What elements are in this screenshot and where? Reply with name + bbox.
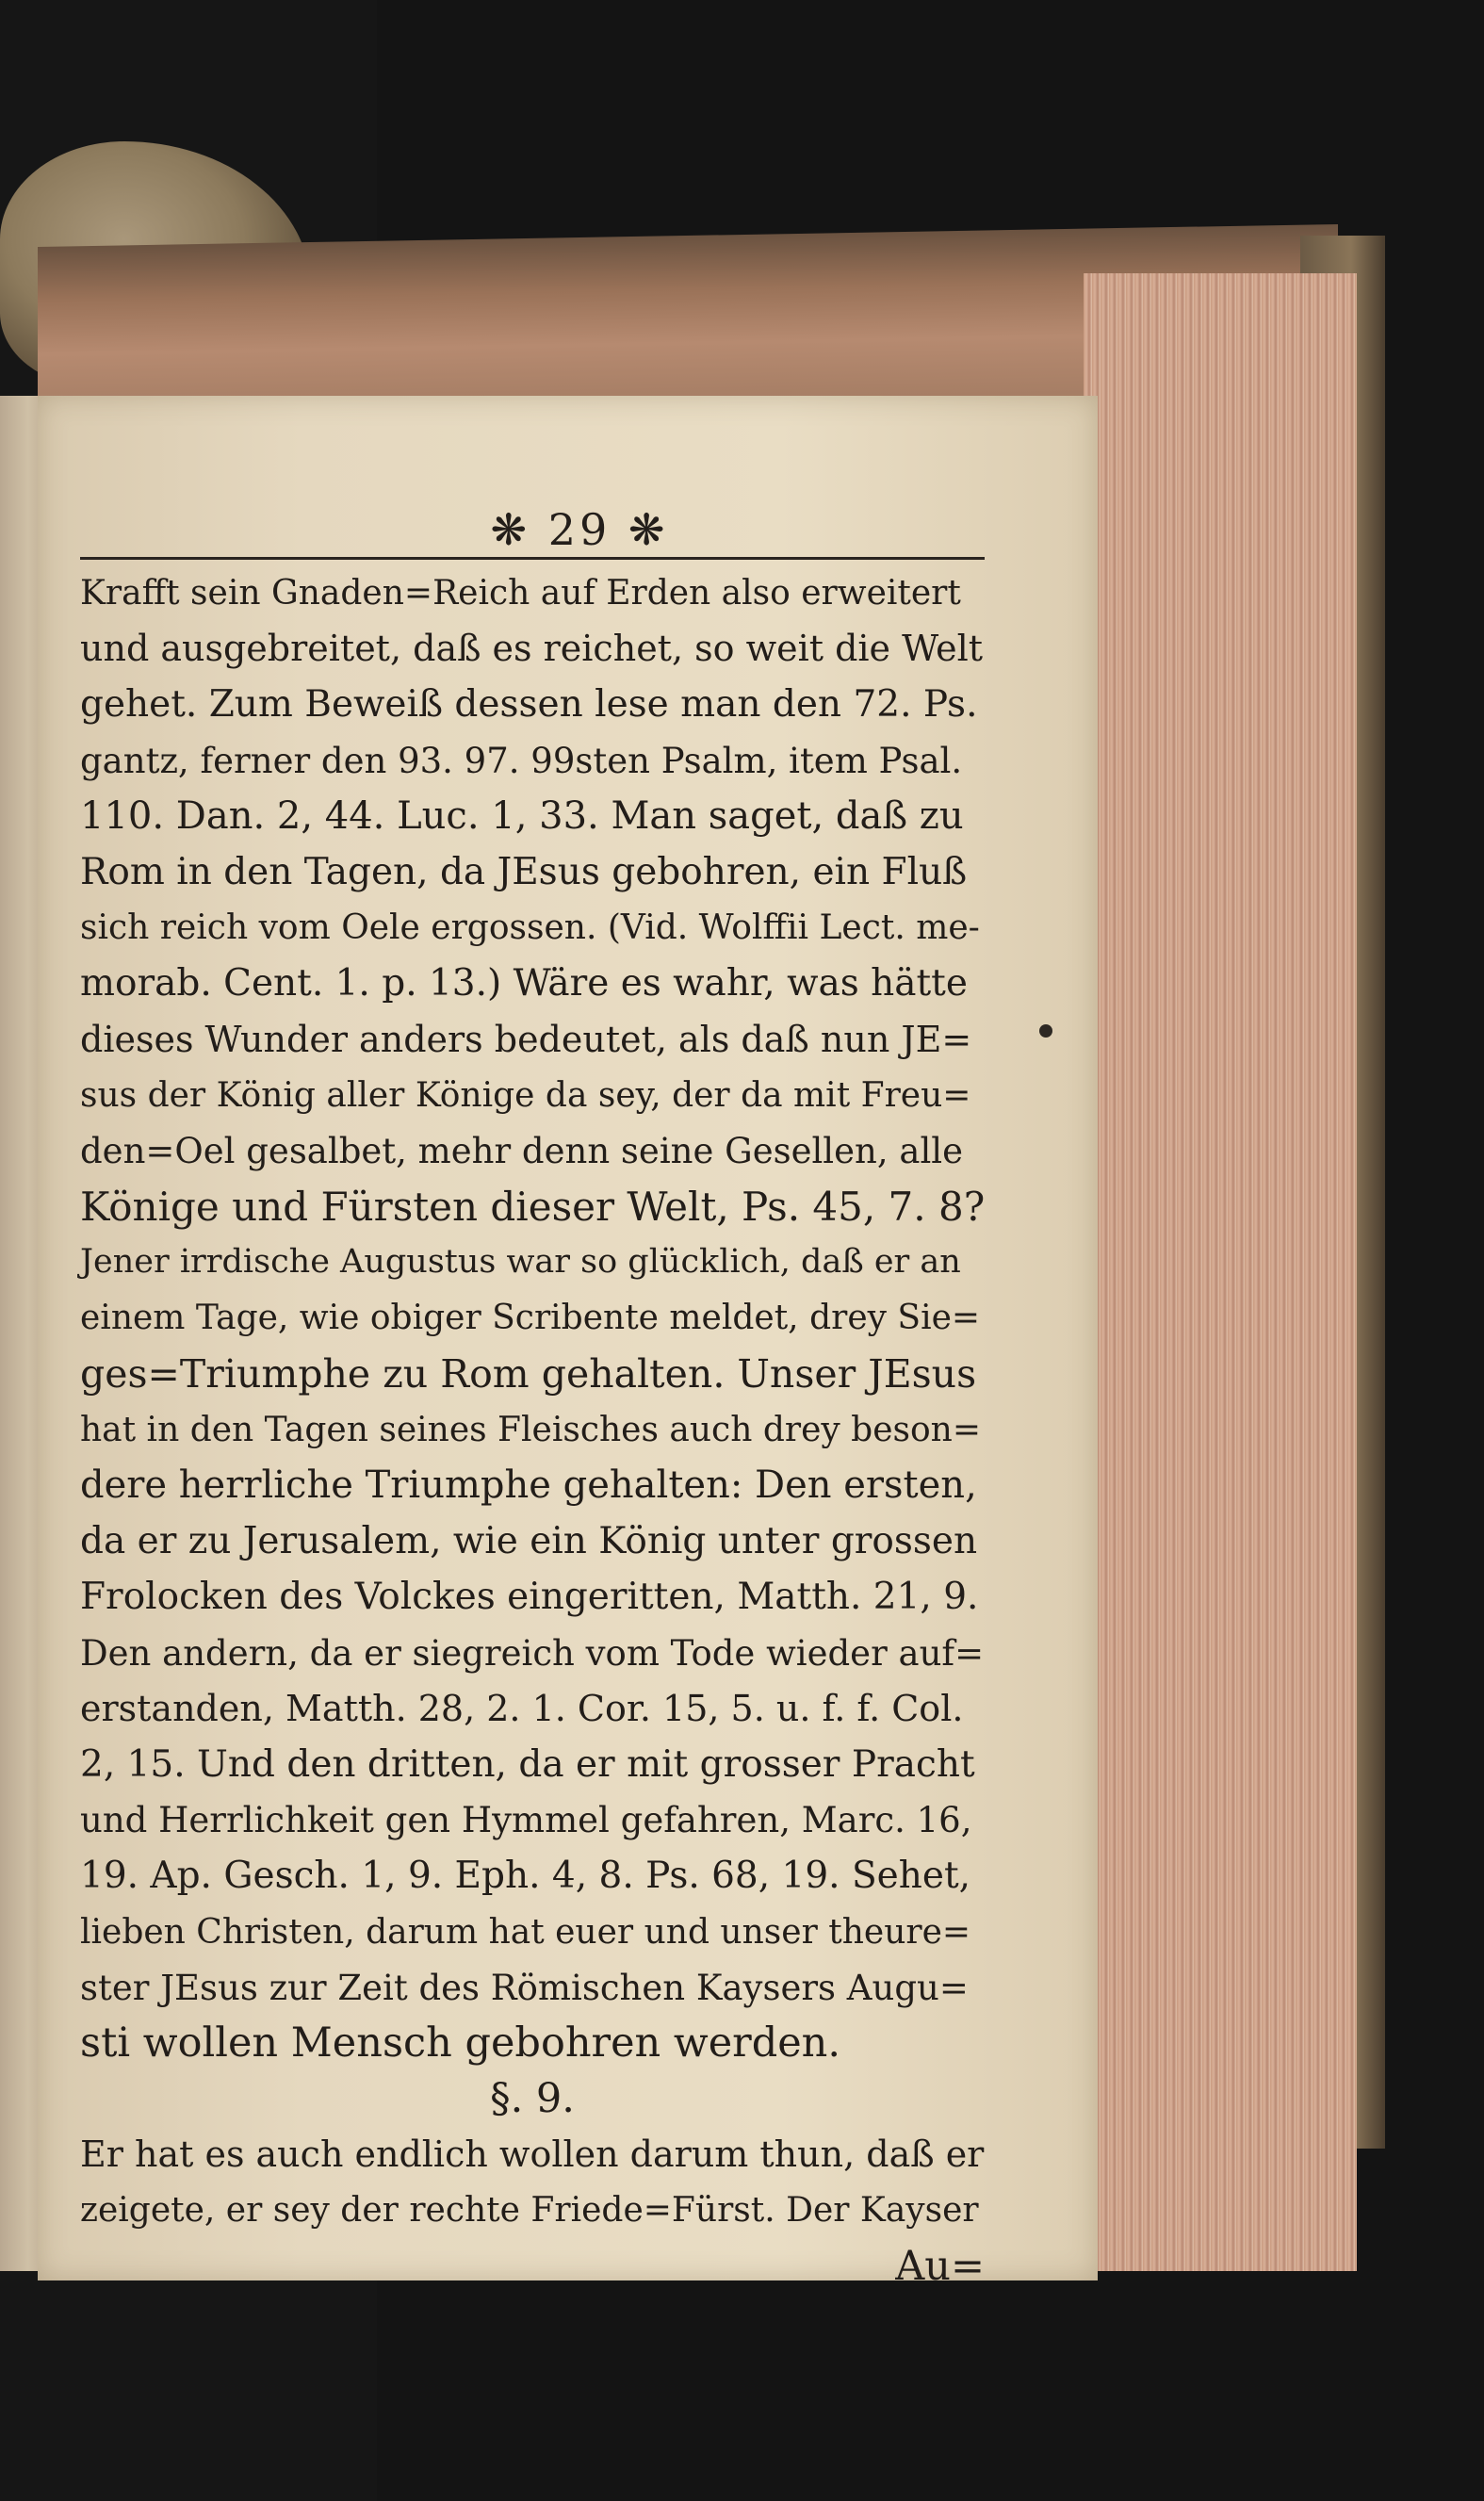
- text-line: erstanden, Matth. 28, 2. 1. Cor. 15, 5. u. f. f. Col.: [80, 1687, 964, 1729]
- text-line: Jener irrdische Augustus war so glücklich, daß er an: [80, 1243, 961, 1282]
- page-stack-edge: [1084, 273, 1357, 2271]
- text-line: Er hat es auch endlich wollen darum thun, daß er: [80, 2133, 985, 2176]
- catchword: Au=: [895, 2242, 985, 2290]
- text-line: gantz, ferner den 93. 97. 99sten Psalm, item Psal.: [80, 740, 963, 781]
- text-line: und Herrlichkeit gen Hymmel gefahren, Marc. 16,: [80, 1800, 972, 1841]
- text-line: gehet. Zum Beweiß dessen lese man den 72. Ps.: [80, 683, 978, 727]
- text-line: 2, 15. Und den dritten, da er mit grosser Pracht: [80, 1742, 975, 1786]
- page-header: [80, 504, 985, 561]
- text-line: und ausgebreitet, daß es reichet, so weit die Welt: [80, 628, 983, 670]
- ink-spot: [1039, 1024, 1052, 1038]
- text-line: morab. Cent. 1. p. 13.) Wäre es wahr, was hätte: [80, 962, 968, 1005]
- text-line: da er zu Jerusalem, wie ein König unter grossen: [80, 1520, 978, 1563]
- text-line: zeigete, er sey der rechte Friede=Fürst. Der Kayser: [80, 2191, 979, 2231]
- text-line: sich reich vom Oele ergossen. (Vid. Wolffii Lect. me-: [80, 908, 980, 948]
- text-line: 19. Ap. Gesch. 1, 9. Eph. 4, 8. Ps. 68, 19. Sehet,: [80, 1855, 971, 1898]
- header-rule: [80, 557, 985, 560]
- text-line: den=Oel gesalbet, mehr denn seine Gesellen, alle: [80, 1130, 964, 1171]
- text-line: 110. Dan. 2, 44. Luc. 1, 33. Man saget, daß zu: [80, 793, 964, 838]
- page-number: [485, 504, 674, 555]
- text-line: Krafft sein Gnaden=Reich auf Erden also erweitert: [80, 574, 961, 613]
- text-line: dere herrliche Triumphe gehalten: Den ersten,: [80, 1463, 977, 1507]
- text-line: lieben Christen, darum hat euer und unser theure=: [80, 1912, 971, 1952]
- text-line: Frolocken des Volckes eingeritten, Matth. 21, 9.: [80, 1576, 979, 1619]
- text-line: Könige und Fürsten dieser Welt, Ps. 45, 7. 8?: [80, 1184, 986, 1231]
- text-line: hat in den Tagen seines Fleisches auch drey beson=: [80, 1410, 982, 1449]
- text-line: Den andern, da er siegreich vom Tode wieder auf=: [80, 1632, 985, 1674]
- text-line: sti wollen Mensch gebohren werden.: [80, 2019, 841, 2067]
- text-line: einem Tage, wie obiger Scribente meldet, drey Sie=: [80, 1299, 981, 1338]
- text-line: Rom in den Tagen, da JEsus gebohren, ein Fluß: [80, 850, 968, 893]
- ornament-left: ❋: [490, 504, 531, 555]
- text-line: sus der König aller Könige da sey, der da mit Freu=: [80, 1075, 971, 1115]
- text-line: dieses Wunder anders bedeutet, als daß nun JE=: [80, 1018, 972, 1060]
- section-heading: §. 9.: [490, 2075, 575, 2123]
- text-line: ges=Triumphe zu Rom gehalten. Unser JEsus: [80, 1350, 977, 1397]
- ornament-right: ❋: [628, 504, 669, 555]
- page-number-value: 29: [547, 504, 612, 555]
- page-text: [80, 565, 985, 2295]
- text-line: ster JEsus zur Zeit des Römischen Kaysers Augu=: [80, 1967, 969, 2008]
